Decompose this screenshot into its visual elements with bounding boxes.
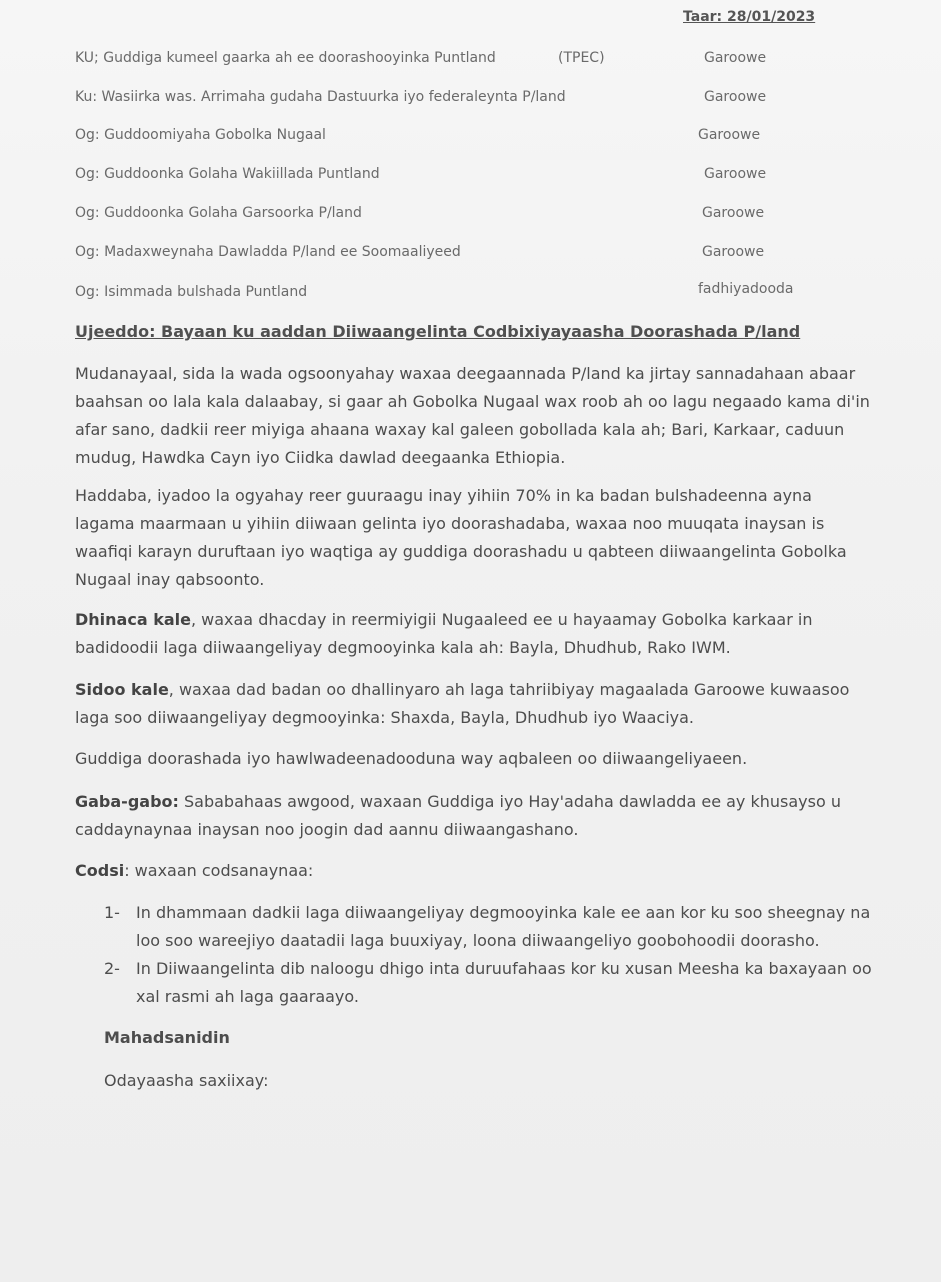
request-text: In Diiwaangelinta dib naloogu dhigo inta duruufahaas kor ku xusan Meesha ka baxayaan oo xal rasmi ah laga gaaraayo. [136,959,872,1006]
addressee-tag: (TPEC) [558,50,605,66]
paragraph-text: , waxaa dad badan oo dhallinyaro ah laga tahriibiyay magaalada Garoowe kuwaasoo laga soo diiwaangeliyay degmooyinka: Shaxda, Bayla, Dhudhub iyo Waaciya. [75,680,850,727]
addressee-location: Garoowe [702,244,765,260]
addressee-text: Ku: Wasiirka was. Arrimaha gudaha Dastuurka iyo federaleynta P/land [75,89,566,105]
addressee-row [75,205,815,227]
paragraph-text: , waxaa dhacday in reermiyigii Nugaaleed ee u hayaamay Gobolka karkaar in badidoodii laga diiwaangeliyay degmooyinka kala ah: Bayla, Dhudhub, Rako IWM. [75,610,813,657]
addressee-text: Og: Madaxweynaha Dawladda P/land ee Soomaaliyeed [75,244,461,260]
body-paragraph [75,360,875,472]
letter-date: Taar: 28/01/2023 [683,9,816,25]
addressee-text: Og: Guddoonka Golaha Wakiillada Puntland [75,166,380,182]
addressee-location: Garoowe [704,166,767,182]
addressee-row [75,244,815,266]
addressee-location: fadhiyadooda [698,281,794,297]
addressee-text: Og: Guddoonka Golaha Garsoorka P/land [75,205,362,221]
addressee-text: KU; Guddiga kumeel gaarka ah ee doorashooyinka Puntland [75,50,496,66]
addressee-location: Garoowe [704,89,767,105]
addressee-location: Garoowe [698,127,761,143]
request-list [104,899,874,1011]
paragraph-lead: Sidoo kale [75,680,169,699]
addressee-text: Og: Isimmada bulshada Puntland [75,284,308,300]
addressee-location: Garoowe [704,50,767,66]
paragraph-lead: Dhinaca kale [75,610,191,629]
addressee-row [75,166,815,188]
body-paragraph [75,745,875,773]
paragraph-text: Mudanayaal, sida la wada ogsoonyahay waxaa deegaannada P/land ka jirtay sannadahaan abaar baahsan oo lala kala dalaabay, si gaar ah Gobolka Nugaal wax roob ah oo lagu negaado kama di'in afar sano, dadkii reer miyiga ahaana waxay kal galeen gobollada kala ah; Bari, Karkaar, caduun mudug, Hawdka Cayn iyo Ciidka dawlad deegaanka Ethiopia. [75,364,870,467]
body-paragraph [75,788,875,844]
addressee-row [75,50,815,72]
body-paragraph [75,606,875,662]
paragraph-lead: Codsi [75,861,125,880]
paragraph-text: Sababahaas awgood, waxaan Guddiga iyo Hay'adaha dawladda ee ay khusayso u caddaynaynaa inaysan noo joogin dad aannu diiwaangashano. [75,792,841,839]
addressee-row [75,281,815,306]
request-number: 2- [104,959,120,978]
request-text: In dhammaan dadkii laga diiwaangeliyay degmooyinka kale ee aan kor ku soo sheegnay na loo soo wareejiyo daatadii laga buuxiyay, loona diiwaangeliyo goobohoodii doorasho. [136,903,871,950]
request-item [104,899,874,955]
body-paragraph [75,857,875,885]
signatories-label: Odayaasha saxiixay: [104,1071,269,1090]
letter-subject: Ujeeddo: Bayaan ku aaddan Diiwaangelinta Codbixiyayaasha Doorashada P/land [75,322,801,341]
paragraph-lead: Gaba-gabo: [75,792,179,811]
body-paragraph [75,676,875,732]
addressee-text: Og: Guddoomiyaha Gobolka Nugaal [75,127,326,143]
addressee-location: Garoowe [702,205,765,221]
paragraph-text: Haddaba, iyadoo la ogyahay reer guuraagu inay yihiin 70% in ka badan bulshadeenna ayna lagama maarmaan u yihiin diiwaan gelinta iyo doorashadaba, waxaa noo muuqata inaysan is waafiqi karayn duruftaan iyo waqtiga ay guddiga doorashadu u qabteen diiwaangelinta Gobolka Nugaal inay qabsoonto. [75,486,847,589]
closing-text: Mahadsanidin [104,1028,230,1047]
paragraph-text: Guddiga doorashada iyo hawlwadeenadooduna way aqbaleen oo diiwaangeliyaeen. [75,749,748,768]
paragraph-text: : waxaan codsanaynaa: [124,861,314,880]
addressee-row [75,89,815,111]
request-item [104,955,874,1011]
addressee-row [75,127,815,149]
request-number: 1- [104,903,120,922]
body-paragraph [75,482,875,594]
